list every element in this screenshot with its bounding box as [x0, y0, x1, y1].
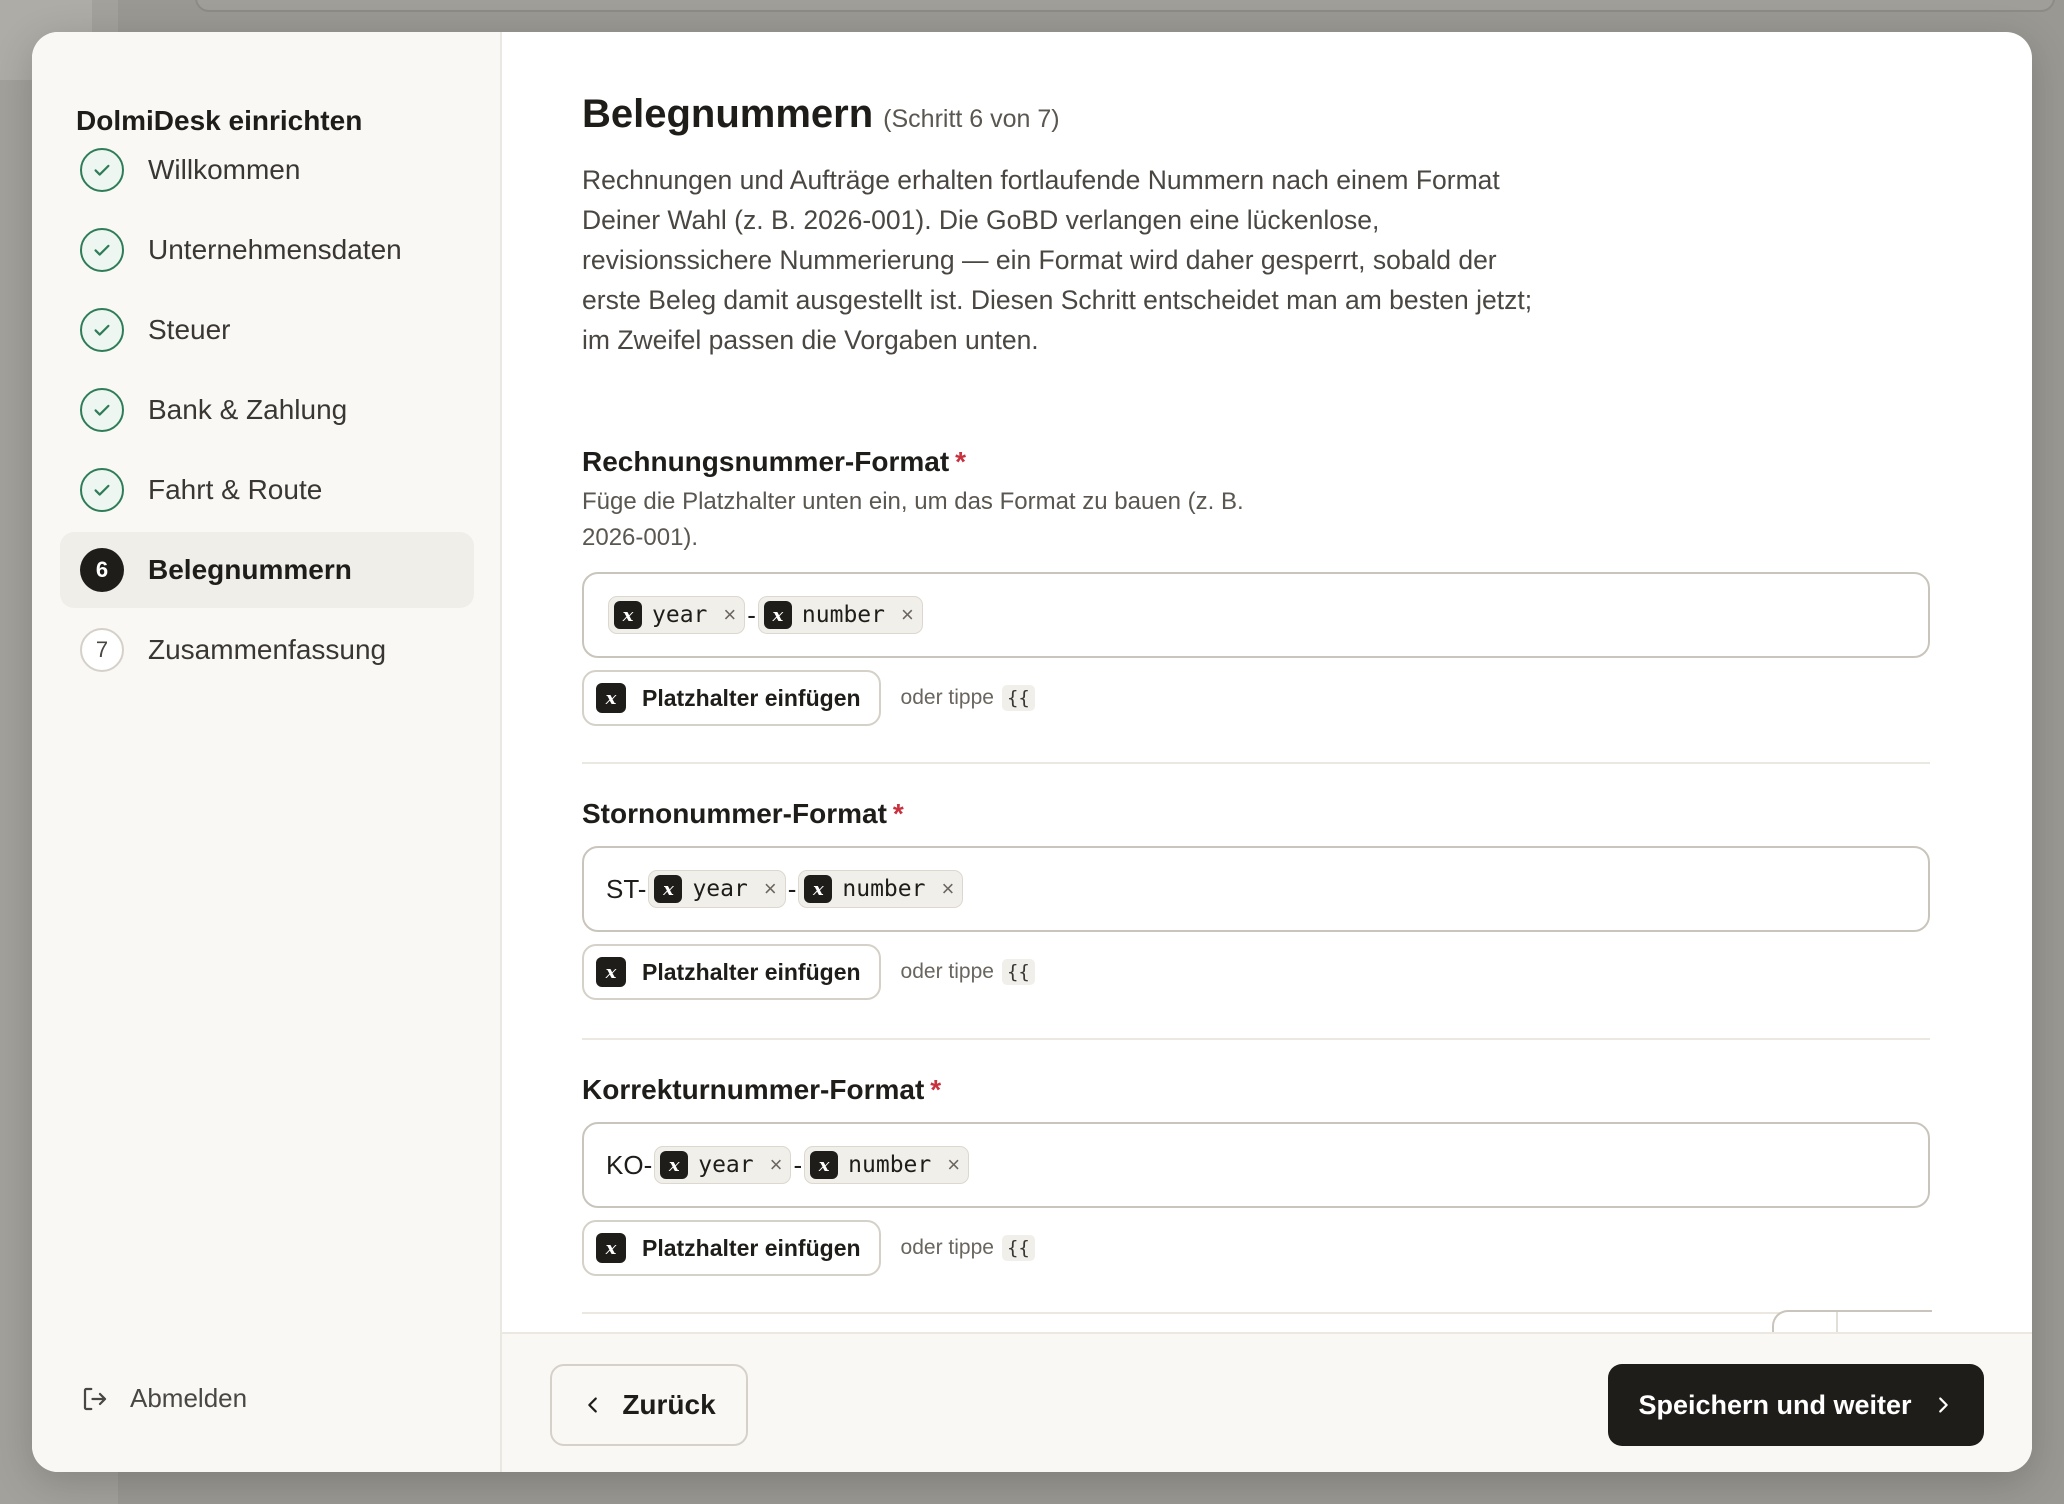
intro-text: Rechnungen und Aufträge erhalten fortlaufende Nummern nach einem Format Deiner Wahl (z. B. 2026-001). Die GoBD verlangen eine lückenlose, revisionssichere Nummerierung — ein Format wird daher gesperrt, sobald der erste Beleg damit ausgestellt ist. Diesen Schritt entscheidet man am besten jetzt; im Zweifel passen die Vorgaben unten. [582, 165, 1533, 355]
next-label: Speichern und weiter [1638, 1389, 1912, 1420]
remove-token-button[interactable]: × [769, 1152, 783, 1177]
field-label [582, 446, 1930, 478]
hint-code: {{ [1002, 1235, 1035, 1261]
variable-icon: x [804, 875, 832, 903]
chevron-left-icon [582, 1394, 604, 1416]
wizard-title: DolmiDesk einrichten [76, 105, 363, 136]
remove-token-button[interactable]: × [763, 876, 777, 901]
backdrop-topbar [195, 0, 2055, 12]
check-icon [80, 308, 124, 352]
correction-number-format-field [582, 1074, 1930, 1276]
divider [582, 1312, 1930, 1314]
step-number: 6 [80, 548, 124, 592]
insert-row [582, 1220, 1930, 1276]
separator: - [793, 1149, 803, 1180]
step-label: Fahrt & Route [148, 474, 323, 505]
separator: - [787, 873, 797, 904]
step-label: Belegnummern [148, 554, 352, 585]
check-icon [80, 228, 124, 272]
step-label: Unternehmensdaten [148, 234, 402, 265]
setup-wizard-dialog [32, 32, 2032, 1472]
save-and-continue-button[interactable] [1608, 1364, 1984, 1446]
divider [582, 1038, 1930, 1040]
insert-label: Platzhalter einfügen [642, 684, 861, 711]
step-label: Steuer [148, 314, 231, 345]
main-content[interactable] [582, 32, 1932, 1332]
hint-text: oder tippe [900, 686, 994, 709]
insert-label: Platzhalter einfügen [642, 958, 861, 985]
step-unternehmensdaten[interactable] [60, 212, 474, 288]
wizard-sidebar [32, 32, 502, 1472]
variable-icon: x [596, 957, 626, 987]
hint-text: oder tippe [900, 1236, 994, 1259]
remove-token-button[interactable]: × [723, 602, 737, 627]
insert-placeholder-button[interactable] [582, 1220, 881, 1276]
back-button[interactable] [550, 1364, 748, 1446]
variable-icon: x [614, 601, 642, 629]
logout-label: Abmelden [130, 1383, 248, 1413]
divider [582, 762, 1930, 764]
token-name: year [698, 1152, 754, 1178]
invoice-number-format-field [582, 446, 1930, 726]
correction-format-input[interactable] [582, 1122, 1930, 1208]
token-name: number [842, 876, 926, 902]
token-name: year [692, 876, 748, 902]
wizard-footer [502, 1332, 2032, 1472]
remove-token-button[interactable]: × [901, 602, 914, 627]
remove-token-button[interactable]: × [941, 876, 955, 901]
step-label: Willkommen [148, 154, 301, 185]
logout-icon [80, 1384, 110, 1414]
remove-token-button[interactable]: × [947, 1152, 961, 1177]
step-indicator: (Schritt 6 von 7) [883, 105, 1060, 133]
token-year [608, 596, 745, 634]
hint-code: {{ [1002, 685, 1035, 711]
step-belegnummern[interactable] [60, 532, 474, 608]
token-name: number [801, 602, 886, 628]
separator: - [747, 599, 756, 630]
hint-code: {{ [1002, 959, 1035, 985]
field-label [582, 798, 1930, 830]
typing-hint [901, 959, 1035, 985]
required-mark: * [930, 1074, 942, 1105]
variable-icon: x [764, 601, 792, 629]
invoice-format-input[interactable] [582, 572, 1930, 658]
step-number: 7 [80, 628, 124, 672]
check-icon [80, 148, 124, 192]
insert-row [582, 670, 1930, 726]
check-icon [80, 468, 124, 512]
variable-icon: x [660, 1151, 688, 1179]
step-zusammenfassung[interactable] [60, 612, 474, 688]
token-name: year [652, 602, 708, 628]
chevron-right-icon [1932, 1394, 1954, 1416]
page-title: Belegnummern [582, 92, 874, 136]
step-steuer[interactable] [60, 292, 474, 368]
step-label: Bank & Zahlung [148, 394, 348, 425]
cancellation-number-format-field [582, 798, 1930, 1000]
insert-placeholder-button[interactable] [582, 944, 881, 1000]
insert-label: Platzhalter einfügen [642, 1234, 861, 1261]
insert-row [582, 944, 1930, 1000]
field-help: Füge die Platzhalter unten ein, um das Format zu bauen (z. B. 2026-001). [582, 488, 1244, 551]
field-label-text: Korrekturnummer-Format [582, 1074, 925, 1105]
field-label-text: Rechnungsnummer-Format [582, 446, 950, 477]
step-fahrt-route[interactable] [60, 452, 474, 528]
typing-hint [901, 685, 1035, 711]
required-mark: * [892, 798, 904, 829]
number-stepper-partial[interactable] [1772, 1310, 1932, 1332]
page-heading [582, 92, 1060, 137]
check-icon [80, 388, 124, 432]
variable-icon: x [596, 683, 626, 713]
token-number [804, 1146, 969, 1184]
cancellation-format-input[interactable] [582, 846, 1930, 932]
step-willkommen[interactable] [60, 132, 474, 208]
token-name: number [848, 1152, 932, 1178]
token-number [798, 870, 963, 908]
logout-button[interactable] [80, 1383, 247, 1414]
variable-icon: x [654, 875, 682, 903]
step-bank-zahlung[interactable] [60, 372, 474, 448]
typing-hint [901, 1235, 1035, 1261]
field-label-text: Stornonummer-Format [582, 798, 887, 829]
token-year [648, 870, 785, 908]
variable-icon: x [596, 1233, 626, 1263]
insert-placeholder-button[interactable] [582, 670, 881, 726]
step-label: Zusammenfassung [148, 634, 387, 665]
wizard-steps [60, 132, 474, 692]
token-year [654, 1146, 791, 1184]
token-number [758, 596, 923, 634]
variable-icon: x [810, 1151, 838, 1179]
format-prefix: KO- [606, 1149, 653, 1180]
back-label: Zurück [622, 1389, 716, 1420]
format-prefix: ST- [606, 873, 647, 904]
field-label [582, 1074, 1930, 1106]
hint-text: oder tippe [900, 960, 994, 983]
wizard-main [502, 32, 2032, 1472]
required-mark: * [955, 446, 967, 477]
